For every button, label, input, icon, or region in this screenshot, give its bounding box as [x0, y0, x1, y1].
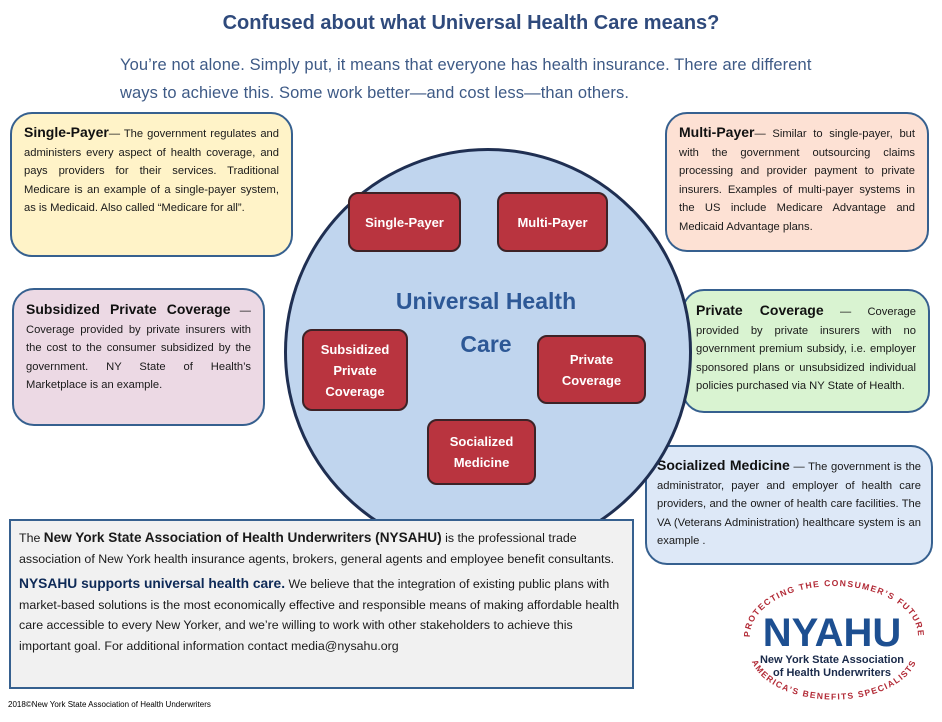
logo-wordmark: NYAHU [762, 611, 902, 655]
intro-text: You’re not alone. Simply put, it means that everyone has health insurance. There are different ways to achieve this. Some work better—and cost less—than others. [120, 56, 812, 102]
about-paragraph [19, 528, 624, 569]
page-title: Confused about what Universal Health Care means? [222, 12, 720, 34]
socialized-medicine-description: — The government is the administrator, payer and employer of health care providers, and the owner of health care facilities. The VA (Veterans Administration) healthcare system is an example . [657, 461, 922, 547]
support-paragraph [19, 574, 624, 656]
org-name: New York State Association of Health Underwriters (NYSAHU) [43, 530, 442, 545]
about-text: is the professional trade association of New York health insurance agents, brokers, general agents and employee benefit consultants. [19, 531, 615, 566]
pill-multi-payer: Multi-Payer [497, 192, 608, 252]
circle-title: Universal Health Care [395, 288, 577, 357]
logo-name-line1: New York State Association [759, 654, 905, 666]
logo-name-line2: of Health Underwriters [773, 667, 891, 679]
logo-arc-top-text: PROTECTING THE CONSUMER’S FUTURE [741, 577, 927, 638]
pill-single-payer: Single-Payer [348, 192, 461, 252]
socialized-medicine-heading: Socialized Medicine [657, 457, 790, 473]
nysahu-info-box [9, 519, 634, 689]
logo-arc-bottom-text: AMERICA’S BENEFITS SPECIALISTS [749, 657, 919, 702]
pill-private-coverage: Private Coverage [537, 335, 646, 404]
multi-payer-description: — Similar to single-payer, but with the government outsourcing claims processing and provider payment to private insurers. Examples of multi-payer systems in the US include Medicare Advantage and Medicaid Advantage plans. [679, 128, 915, 233]
support-text: We believe that the integration of existing public plans with market-based solutions is the most economically effective and responsible means of making affordable health care accessible to every New Yorker, and we’re willing to work with other stakeholders to achieve this important goal. For additional information contact media@nysahu.org [19, 577, 620, 653]
multi-payer-heading: Multi-Payer [679, 124, 755, 140]
subsidized-private-coverage-description: — Coverage provided by private insurers with the cost to the consumer subsidized by the government. NY State of Health’s Marketplace is an example. [26, 305, 251, 391]
single-payer-description: — The government regulates and administers every aspect of health coverage, and pays providers for their services. Traditional Medicare is an example of a single-payer system, as is Medicaid. Also called “Medicare for all”. [24, 128, 279, 214]
subsidized-private-coverage-heading: Subsidized Private Coverage [26, 301, 231, 317]
nysahu-logo [736, 574, 928, 716]
support-lead: NYSAHU supports universal health care. [19, 576, 286, 591]
socialized-medicine-card [645, 445, 933, 565]
copyright-notice: 2018©New York State Association of Health Underwriters [8, 700, 211, 709]
private-coverage-card [682, 289, 930, 413]
private-coverage-heading: Private Coverage [696, 302, 824, 318]
pill-socialized-medicine: Socialized Medicine [427, 419, 536, 485]
about-prefix: The [19, 531, 44, 545]
single-payer-heading: Single-Payer [24, 124, 109, 140]
single-payer-card [10, 112, 293, 257]
multi-payer-card [665, 112, 929, 252]
subsidized-private-coverage-card [12, 288, 265, 426]
private-coverage-description: — Coverage provided by private insurers with no government premium subsidy, i.e. employer sponsored plans or unsubsidized individual policies purchased via NY State of Health. [696, 306, 916, 392]
pill-subsidized-private-coverage: Subsidized Private Coverage [302, 329, 408, 411]
